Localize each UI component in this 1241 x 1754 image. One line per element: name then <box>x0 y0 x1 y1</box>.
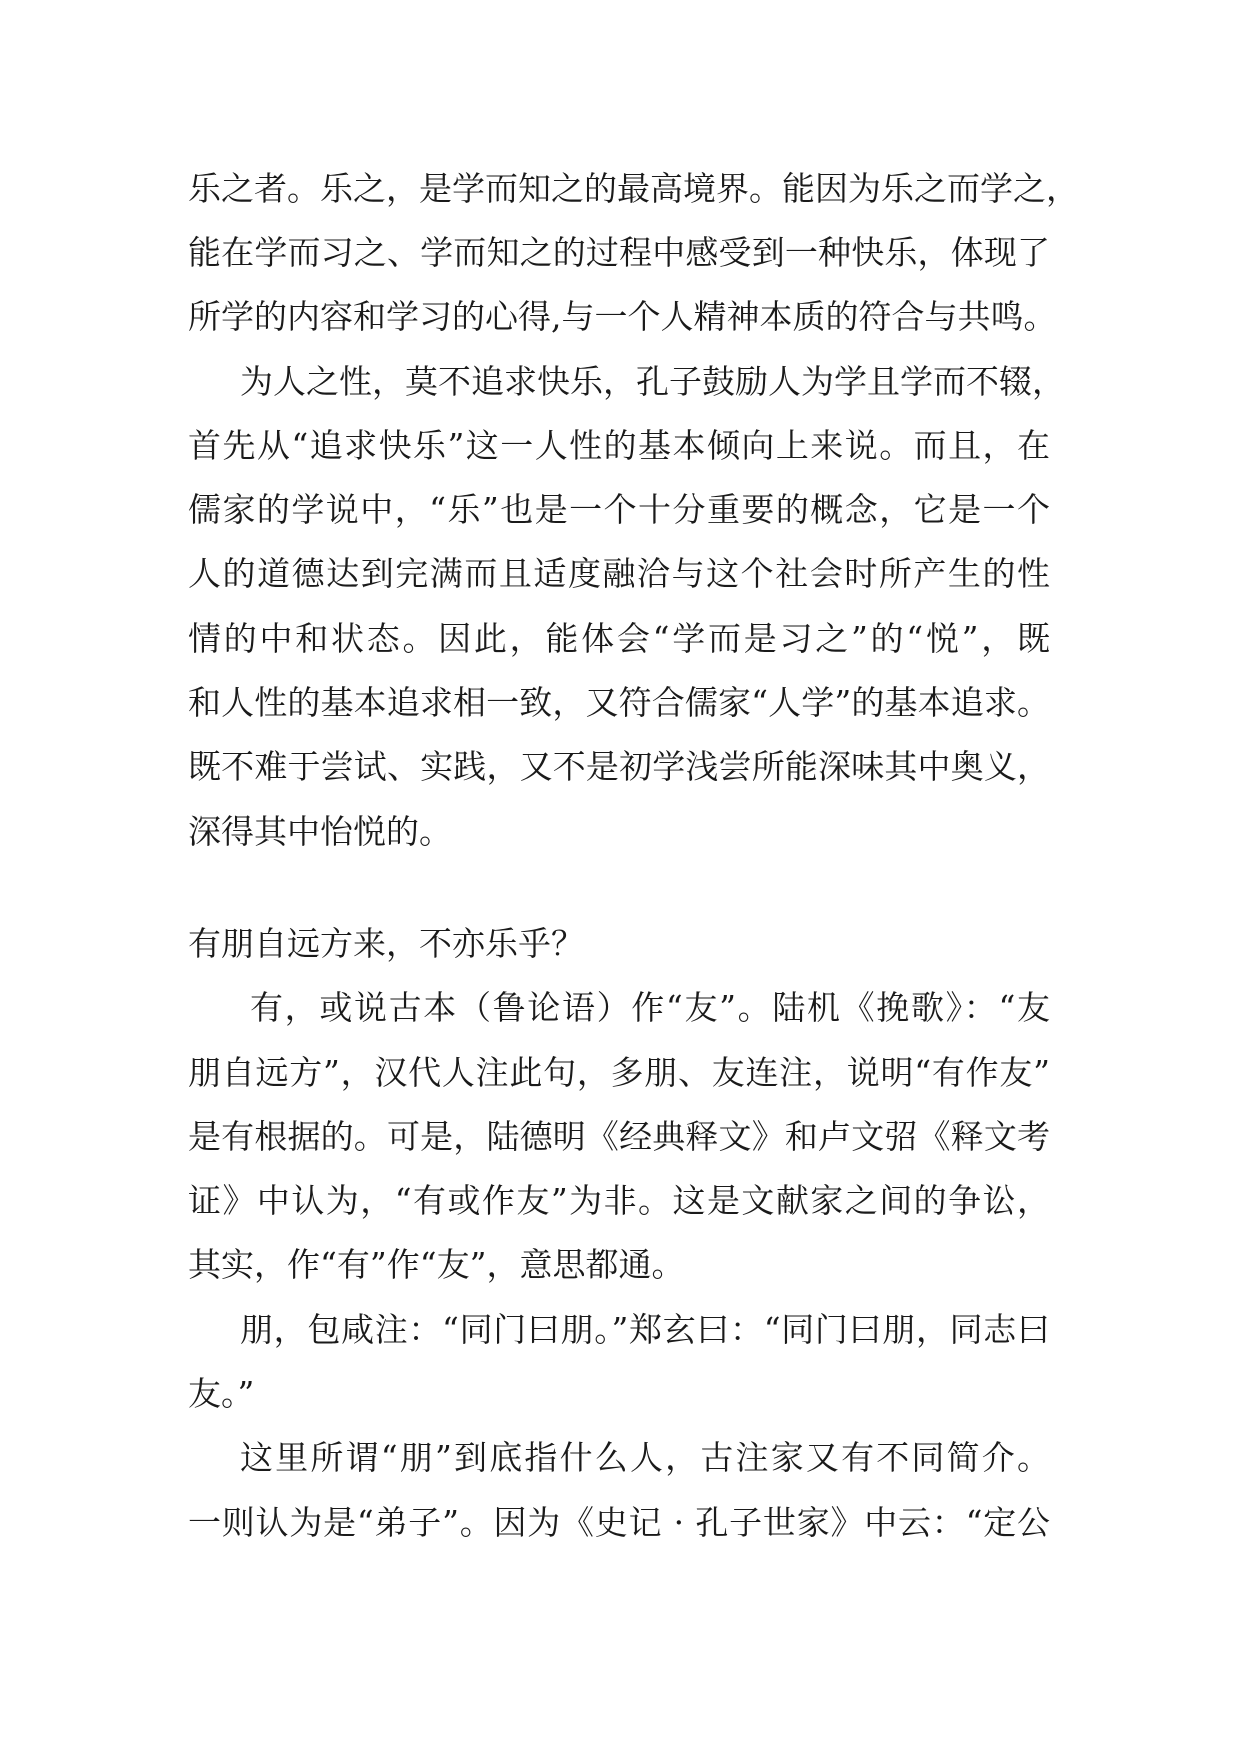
text-line: 证》中认为，“有或作友”为非。这是文献家之间的争讼， <box>188 1181 1050 1220</box>
text-line: 乐之者。乐之，是学而知之的最高境界。能因为乐之而学之， <box>188 169 1079 208</box>
text-line: 人的道德达到完满而且适度融洽与这个社会时所产生的性 <box>188 554 1050 593</box>
text-line: 友。” <box>188 1374 255 1413</box>
text-line: 所学的内容和学习的心得,与一个人精神本质的符合与共鸣。 <box>188 297 1057 336</box>
text-line: 其实，作“有”作“友”，意思都通。 <box>188 1245 685 1284</box>
paragraph-start-line: 朋，包咸注：“同门曰朋。”郑玄曰：“同门曰朋，同志曰 <box>240 1310 1050 1349</box>
text-line: 朋自远方”，汉代人注此句，多朋、友连注，说明“有作友” <box>188 1053 1050 1092</box>
text-line: 能在学而习之、学而知之的过程中感受到一种快乐，体现了 <box>188 233 1050 272</box>
text-line: 深得其中怡悦的。 <box>188 812 452 851</box>
paragraph-start-line: 这里所谓“朋”到底指什么人，古注家又有不同简介。 <box>240 1438 1050 1477</box>
text-line: 和人性的基本追求相一致，又符合儒家“人学”的基本追求。 <box>188 683 1050 722</box>
section-heading: 有朋自远方来，不亦乐乎？ <box>188 924 584 963</box>
text-line: 是有根据的。可是，陆德明《经典释文》和卢文弨《释文考 <box>188 1117 1050 1156</box>
text-line: 情的中和状态。因此，能体会“学而是习之”的“悦”，既 <box>188 619 1050 658</box>
paragraph-start-line: 有，或说古本（鲁论语）作“友”。陆机《挽歌》：“友 <box>250 988 1050 1027</box>
paragraph-start-line: 为人之性，莫不追求快乐，孔子鼓励人为学且学而不辍， <box>240 362 1065 401</box>
text-line: 既不难于尝试、实践，又不是初学浅尝所能深味其中奥义， <box>188 747 1050 786</box>
text-line: 一则认为是“弟子”。因为《史记 · 孔子世家》中云：“定公 <box>188 1503 1050 1542</box>
text-line: 首先从“追求快乐”这一人性的基本倾向上来说。而且，在 <box>188 426 1050 465</box>
text-line: 儒家的学说中，“乐”也是一个十分重要的概念，它是一个 <box>188 490 1050 529</box>
